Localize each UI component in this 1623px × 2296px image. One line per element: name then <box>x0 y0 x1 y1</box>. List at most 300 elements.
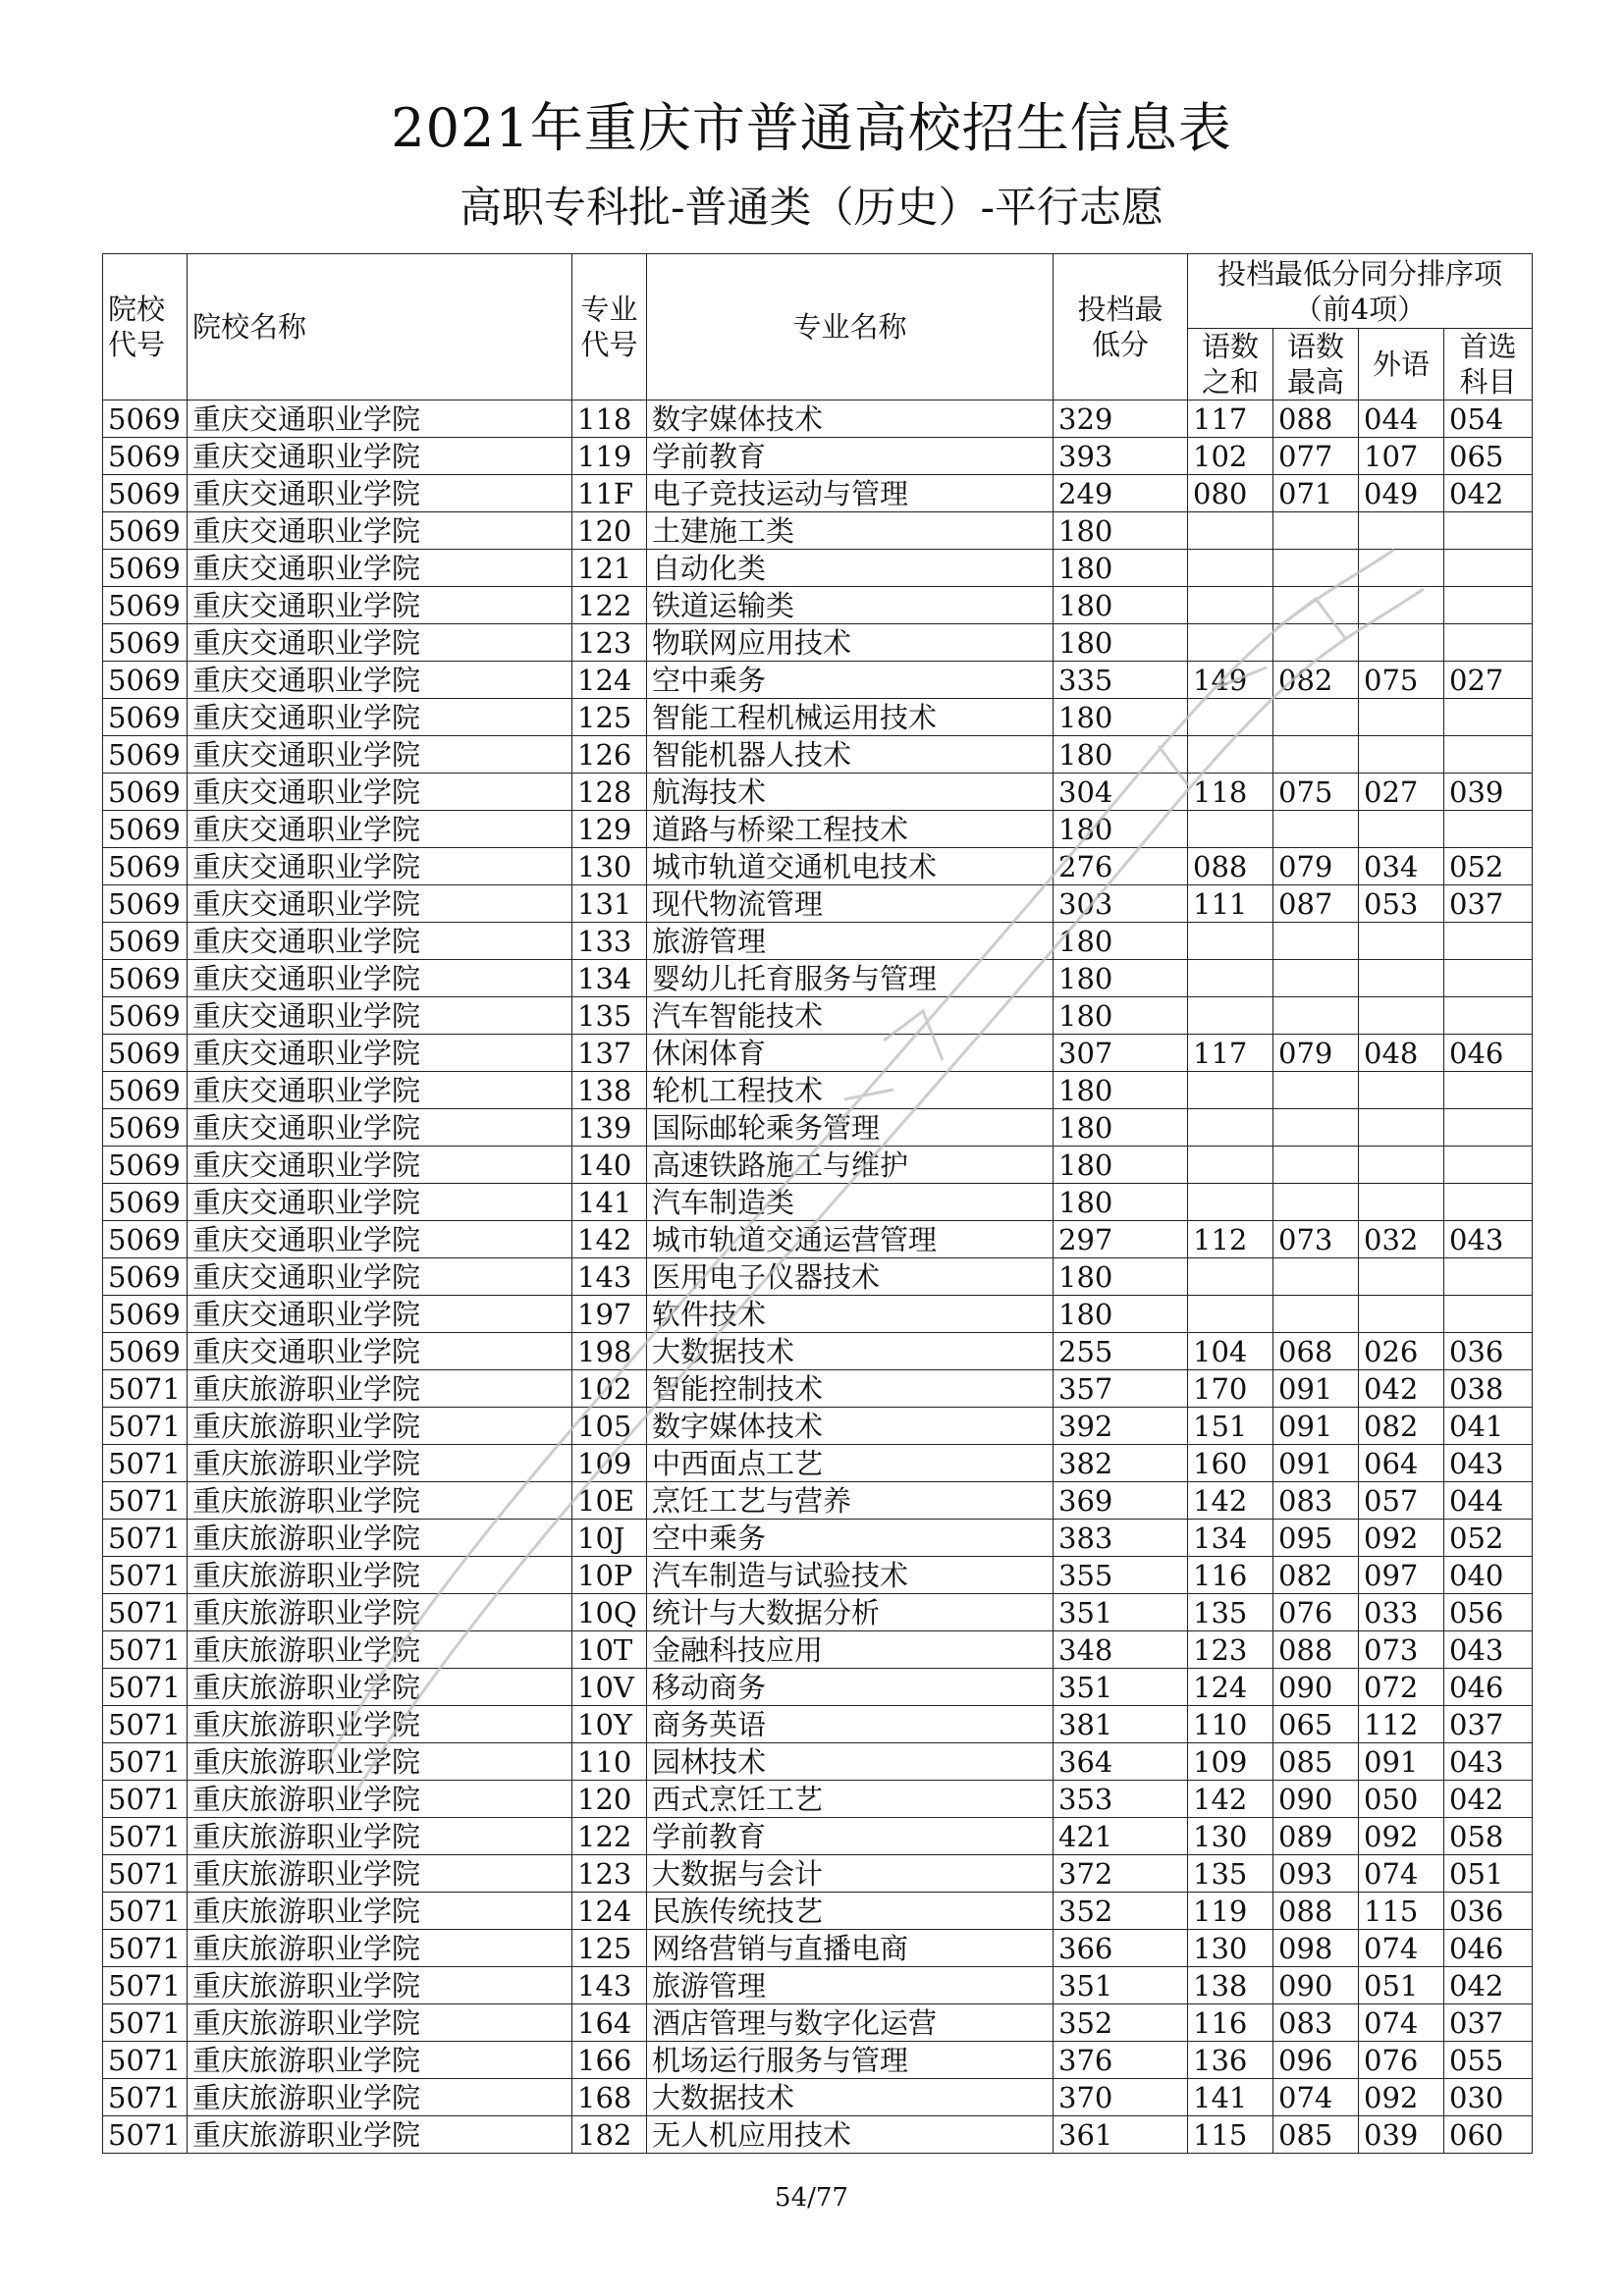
cell-min-score: 180 <box>1054 997 1188 1035</box>
cell-tb-first: 058 <box>1444 1818 1533 1855</box>
cell-tb-first: 037 <box>1444 1706 1533 1743</box>
cell-school-name: 重庆旅游职业学院 <box>188 2004 572 2042</box>
cell-school-name: 重庆旅游职业学院 <box>188 1520 572 1557</box>
cell-school-name: 重庆交通职业学院 <box>188 811 572 848</box>
cell-school-name: 重庆旅游职业学院 <box>188 2116 572 2154</box>
cell-tb-foreign: 042 <box>1359 1370 1444 1408</box>
cell-tb-first <box>1444 997 1533 1035</box>
cell-major-name: 移动商务 <box>647 1669 1054 1706</box>
cell-tb-max <box>1273 923 1359 960</box>
cell-tb-first: 051 <box>1444 1855 1533 1893</box>
table-row <box>103 1520 1533 1557</box>
cell-major-code: 138 <box>572 1072 647 1109</box>
cell-major-name: 智能工程机械运用技术 <box>647 699 1054 736</box>
cell-school-name: 重庆旅游职业学院 <box>188 1482 572 1520</box>
cell-school-name: 重庆交通职业学院 <box>188 1184 572 1221</box>
cell-tb-sum <box>1188 699 1273 736</box>
cell-tb-max <box>1273 1072 1359 1109</box>
cell-min-score: 249 <box>1054 475 1188 512</box>
cell-tb-max: 075 <box>1273 774 1359 811</box>
cell-tb-first <box>1444 699 1533 736</box>
cell-tb-max <box>1273 699 1359 736</box>
cell-school-name: 重庆交通职业学院 <box>188 885 572 923</box>
cell-tb-foreign <box>1359 699 1444 736</box>
cell-tb-foreign <box>1359 1109 1444 1147</box>
cell-min-score: 352 <box>1054 1893 1188 1930</box>
cell-min-score: 383 <box>1054 1520 1188 1557</box>
table-row <box>103 1072 1533 1109</box>
cell-school-code: 5069 <box>103 475 188 512</box>
cell-major-code: 126 <box>572 736 647 774</box>
cell-school-name: 重庆交通职业学院 <box>188 699 572 736</box>
cell-tb-max <box>1273 1147 1359 1184</box>
cell-min-score: 357 <box>1054 1370 1188 1408</box>
cell-min-score: 353 <box>1054 1781 1188 1818</box>
cell-tb-max <box>1273 736 1359 774</box>
cell-tb-sum: 138 <box>1188 1967 1273 2004</box>
table-row <box>103 2042 1533 2079</box>
cell-min-score: 180 <box>1054 960 1188 997</box>
header-tiebreak-group: 投档最低分同分排序项（前4项） <box>1188 254 1533 329</box>
cell-school-code: 5071 <box>103 1594 188 1631</box>
cell-school-name: 重庆交通职业学院 <box>188 1221 572 1258</box>
table-row <box>103 662 1533 699</box>
table-row <box>103 1781 1533 1818</box>
cell-tb-first: 038 <box>1444 1370 1533 1408</box>
cell-tb-first: 040 <box>1444 1557 1533 1594</box>
cell-major-code: 125 <box>572 1930 647 1967</box>
cell-school-code: 5069 <box>103 550 188 587</box>
cell-tb-sum <box>1188 736 1273 774</box>
table-row <box>103 1221 1533 1258</box>
cell-major-name: 无人机应用技术 <box>647 2116 1054 2154</box>
admission-table <box>102 253 1533 2154</box>
cell-major-code: 10Y <box>572 1706 647 1743</box>
cell-tb-sum: 111 <box>1188 885 1273 923</box>
header-school-code: 院校代号 <box>103 254 188 400</box>
cell-tb-first <box>1444 1147 1533 1184</box>
cell-school-name: 重庆交通职业学院 <box>188 1258 572 1296</box>
cell-major-name: 旅游管理 <box>647 923 1054 960</box>
cell-tb-foreign: 039 <box>1359 2116 1444 2154</box>
cell-tb-max: 082 <box>1273 662 1359 699</box>
cell-tb-first: 042 <box>1444 475 1533 512</box>
table-row <box>103 550 1533 587</box>
cell-tb-foreign <box>1359 1184 1444 1221</box>
cell-min-score: 366 <box>1054 1930 1188 1967</box>
table-row <box>103 1258 1533 1296</box>
cell-min-score: 180 <box>1054 550 1188 587</box>
cell-major-name: 民族传统技艺 <box>647 1893 1054 1930</box>
cell-major-code: 123 <box>572 624 647 662</box>
table-row <box>103 1333 1533 1370</box>
cell-major-name: 大数据技术 <box>647 1333 1054 1370</box>
cell-school-name: 重庆交通职业学院 <box>188 624 572 662</box>
cell-tb-max: 082 <box>1273 1557 1359 1594</box>
cell-school-code: 5069 <box>103 624 188 662</box>
cell-tb-foreign: 049 <box>1359 475 1444 512</box>
table-row <box>103 512 1533 550</box>
cell-major-code: 143 <box>572 1967 647 2004</box>
cell-tb-max <box>1273 1296 1359 1333</box>
cell-school-code: 5071 <box>103 1967 188 2004</box>
cell-tb-sum: 130 <box>1188 1930 1273 1967</box>
cell-tb-first: 052 <box>1444 1520 1533 1557</box>
cell-tb-max: 090 <box>1273 1781 1359 1818</box>
cell-min-score: 372 <box>1054 1855 1188 1893</box>
cell-tb-first <box>1444 1296 1533 1333</box>
cell-tb-max: 083 <box>1273 2004 1359 2042</box>
cell-tb-sum <box>1188 923 1273 960</box>
cell-school-code: 5069 <box>103 438 188 475</box>
table-row <box>103 1855 1533 1893</box>
cell-tb-first: 036 <box>1444 1893 1533 1930</box>
table-row <box>103 774 1533 811</box>
cell-school-code: 5069 <box>103 848 188 885</box>
cell-major-name: 智能机器人技术 <box>647 736 1054 774</box>
cell-tb-first: 055 <box>1444 2042 1533 2079</box>
cell-major-name: 城市轨道交通机电技术 <box>647 848 1054 885</box>
cell-tb-max: 085 <box>1273 2116 1359 2154</box>
cell-major-code: 109 <box>572 1445 647 1482</box>
cell-tb-foreign: 057 <box>1359 1482 1444 1520</box>
cell-tb-foreign <box>1359 550 1444 587</box>
cell-school-code: 5071 <box>103 1370 188 1408</box>
cell-tb-max <box>1273 1109 1359 1147</box>
table-row <box>103 587 1533 624</box>
cell-school-name: 重庆交通职业学院 <box>188 923 572 960</box>
cell-school-name: 重庆旅游职业学院 <box>188 2042 572 2079</box>
cell-school-code: 5069 <box>103 400 188 438</box>
cell-major-name: 数字媒体技术 <box>647 1408 1054 1445</box>
cell-tb-foreign: 076 <box>1359 2042 1444 2079</box>
cell-tb-max <box>1273 1184 1359 1221</box>
cell-school-name: 重庆交通职业学院 <box>188 662 572 699</box>
cell-school-name: 重庆旅游职业学院 <box>188 1445 572 1482</box>
cell-tb-foreign: 051 <box>1359 1967 1444 2004</box>
cell-major-name: 智能控制技术 <box>647 1370 1054 1408</box>
table-row <box>103 699 1533 736</box>
cell-tb-foreign: 107 <box>1359 438 1444 475</box>
cell-tb-first <box>1444 512 1533 550</box>
cell-major-code: 10Q <box>572 1594 647 1631</box>
cell-tb-foreign: 034 <box>1359 848 1444 885</box>
cell-min-score: 180 <box>1054 736 1188 774</box>
cell-school-name: 重庆旅游职业学院 <box>188 1781 572 1818</box>
cell-tb-sum <box>1188 1258 1273 1296</box>
cell-school-code: 5071 <box>103 2004 188 2042</box>
cell-school-name: 重庆旅游职业学院 <box>188 1743 572 1781</box>
cell-school-code: 5071 <box>103 1631 188 1669</box>
table-row <box>103 1967 1533 2004</box>
cell-tb-foreign: 115 <box>1359 1893 1444 1930</box>
cell-school-name: 重庆交通职业学院 <box>188 774 572 811</box>
cell-min-score: 180 <box>1054 1147 1188 1184</box>
cell-major-code: 168 <box>572 2079 647 2116</box>
cell-tb-first: 043 <box>1444 1221 1533 1258</box>
table-row <box>103 1818 1533 1855</box>
cell-tb-sum <box>1188 1109 1273 1147</box>
cell-tb-sum <box>1188 1147 1273 1184</box>
cell-school-name: 重庆交通职业学院 <box>188 997 572 1035</box>
cell-min-score: 180 <box>1054 923 1188 960</box>
cell-school-name: 重庆旅游职业学院 <box>188 1594 572 1631</box>
cell-major-name: 土建施工类 <box>647 512 1054 550</box>
cell-school-name: 重庆旅游职业学院 <box>188 2079 572 2116</box>
cell-tb-first <box>1444 1072 1533 1109</box>
header-major-name: 专业名称 <box>647 254 1054 400</box>
cell-tb-max: 088 <box>1273 1893 1359 1930</box>
cell-school-name: 重庆旅游职业学院 <box>188 1930 572 1967</box>
cell-min-score: 392 <box>1054 1408 1188 1445</box>
cell-major-code: 124 <box>572 662 647 699</box>
table-row <box>103 2079 1533 2116</box>
cell-tb-sum: 160 <box>1188 1445 1273 1482</box>
cell-school-code: 5069 <box>103 811 188 848</box>
cell-major-name: 汽车智能技术 <box>647 997 1054 1035</box>
cell-tb-max: 083 <box>1273 1482 1359 1520</box>
cell-tb-sum: 142 <box>1188 1482 1273 1520</box>
cell-major-code: 135 <box>572 997 647 1035</box>
cell-min-score: 303 <box>1054 885 1188 923</box>
cell-tb-sum: 135 <box>1188 1855 1273 1893</box>
cell-tb-foreign: 064 <box>1359 1445 1444 1482</box>
cell-tb-sum: 170 <box>1188 1370 1273 1408</box>
cell-school-name: 重庆交通职业学院 <box>188 587 572 624</box>
cell-school-name: 重庆旅游职业学院 <box>188 1631 572 1669</box>
cell-major-name: 铁道运输类 <box>647 587 1054 624</box>
cell-tb-first: 060 <box>1444 2116 1533 2154</box>
cell-school-code: 5071 <box>103 1445 188 1482</box>
cell-min-score: 381 <box>1054 1706 1188 1743</box>
cell-major-code: 140 <box>572 1147 647 1184</box>
cell-school-name: 重庆旅游职业学院 <box>188 1706 572 1743</box>
cell-major-code: 182 <box>572 2116 647 2154</box>
cell-min-score: 180 <box>1054 587 1188 624</box>
cell-tb-max <box>1273 512 1359 550</box>
cell-school-code: 5071 <box>103 1930 188 1967</box>
cell-tb-max: 095 <box>1273 1520 1359 1557</box>
cell-tb-first: 036 <box>1444 1333 1533 1370</box>
cell-major-code: 123 <box>572 1855 647 1893</box>
cell-tb-max <box>1273 1258 1359 1296</box>
cell-tb-first <box>1444 736 1533 774</box>
cell-school-name: 重庆旅游职业学院 <box>188 1408 572 1445</box>
cell-major-code: 10J <box>572 1520 647 1557</box>
table-row <box>103 1930 1533 1967</box>
cell-major-name: 金融科技应用 <box>647 1631 1054 1669</box>
cell-min-score: 180 <box>1054 811 1188 848</box>
cell-min-score: 180 <box>1054 1072 1188 1109</box>
cell-tb-sum <box>1188 997 1273 1035</box>
cell-tb-max <box>1273 997 1359 1035</box>
cell-min-score: 180 <box>1054 1296 1188 1333</box>
cell-school-code: 5069 <box>103 1109 188 1147</box>
cell-tb-foreign: 092 <box>1359 1818 1444 1855</box>
table-row <box>103 1893 1533 1930</box>
cell-tb-foreign <box>1359 736 1444 774</box>
cell-tb-sum: 151 <box>1188 1408 1273 1445</box>
cell-tb-foreign: 074 <box>1359 1930 1444 1967</box>
header-school-name: 院校名称 <box>188 254 572 400</box>
header-tiebreak-max: 语数最高 <box>1273 329 1359 400</box>
cell-tb-foreign: 112 <box>1359 1706 1444 1743</box>
cell-tb-sum: 135 <box>1188 1594 1273 1631</box>
cell-school-name: 重庆交通职业学院 <box>188 1333 572 1370</box>
cell-major-code: 128 <box>572 774 647 811</box>
cell-tb-sum <box>1188 1184 1273 1221</box>
cell-school-code: 5069 <box>103 512 188 550</box>
cell-school-code: 5069 <box>103 997 188 1035</box>
cell-major-code: 143 <box>572 1258 647 1296</box>
cell-tb-foreign: 053 <box>1359 885 1444 923</box>
cell-tb-max: 065 <box>1273 1706 1359 1743</box>
table-row <box>103 1631 1533 1669</box>
cell-tb-max: 090 <box>1273 1669 1359 1706</box>
cell-min-score: 382 <box>1054 1445 1188 1482</box>
table-body <box>103 400 1533 2154</box>
cell-tb-foreign: 033 <box>1359 1594 1444 1631</box>
cell-school-name: 重庆旅游职业学院 <box>188 1669 572 1706</box>
cell-major-code: 120 <box>572 1781 647 1818</box>
cell-major-code: 10V <box>572 1669 647 1706</box>
cell-tb-foreign: 027 <box>1359 774 1444 811</box>
cell-tb-first <box>1444 811 1533 848</box>
cell-min-score: 369 <box>1054 1482 1188 1520</box>
cell-school-code: 5071 <box>103 2079 188 2116</box>
cell-tb-sum: 117 <box>1188 1035 1273 1072</box>
cell-tb-max: 088 <box>1273 400 1359 438</box>
cell-school-name: 重庆交通职业学院 <box>188 736 572 774</box>
cell-tb-max: 071 <box>1273 475 1359 512</box>
cell-min-score: 421 <box>1054 1818 1188 1855</box>
cell-tb-sum: 124 <box>1188 1669 1273 1706</box>
cell-major-code: 11F <box>572 475 647 512</box>
cell-major-name: 医用电子仪器技术 <box>647 1258 1054 1296</box>
cell-major-code: 121 <box>572 550 647 587</box>
cell-tb-max <box>1273 960 1359 997</box>
cell-tb-sum: 123 <box>1188 1631 1273 1669</box>
cell-tb-first: 052 <box>1444 848 1533 885</box>
cell-tb-max: 073 <box>1273 1221 1359 1258</box>
cell-tb-sum: 080 <box>1188 475 1273 512</box>
cell-tb-foreign: 073 <box>1359 1631 1444 1669</box>
cell-major-name: 中西面点工艺 <box>647 1445 1054 1482</box>
cell-school-name: 重庆旅游职业学院 <box>188 1893 572 1930</box>
table-row <box>103 1669 1533 1706</box>
cell-tb-max: 085 <box>1273 1743 1359 1781</box>
cell-tb-first: 043 <box>1444 1743 1533 1781</box>
cell-tb-first: 044 <box>1444 1482 1533 1520</box>
cell-tb-max: 091 <box>1273 1408 1359 1445</box>
cell-major-name: 软件技术 <box>647 1296 1054 1333</box>
cell-tb-first <box>1444 1184 1533 1221</box>
cell-school-name: 重庆交通职业学院 <box>188 1296 572 1333</box>
cell-tb-first: 046 <box>1444 1669 1533 1706</box>
cell-major-code: 122 <box>572 1818 647 1855</box>
table-row <box>103 1706 1533 1743</box>
cell-school-name: 重庆旅游职业学院 <box>188 1557 572 1594</box>
table-row <box>103 1370 1533 1408</box>
cell-min-score: 355 <box>1054 1557 1188 1594</box>
cell-tb-max: 089 <box>1273 1818 1359 1855</box>
cell-tb-max: 079 <box>1273 848 1359 885</box>
table-row <box>103 2116 1533 2154</box>
cell-tb-sum: 116 <box>1188 1557 1273 1594</box>
cell-school-code: 5071 <box>103 1557 188 1594</box>
table-row <box>103 885 1533 923</box>
cell-school-code: 5069 <box>103 1296 188 1333</box>
cell-school-name: 重庆交通职业学院 <box>188 960 572 997</box>
cell-school-code: 5069 <box>103 1258 188 1296</box>
cell-school-name: 重庆交通职业学院 <box>188 848 572 885</box>
cell-school-code: 5071 <box>103 1408 188 1445</box>
cell-tb-sum: 102 <box>1188 438 1273 475</box>
cell-major-name: 空中乘务 <box>647 1520 1054 1557</box>
cell-tb-sum: 116 <box>1188 2004 1273 2042</box>
header-tiebreak-first: 首选科目 <box>1444 329 1533 400</box>
cell-min-score: 180 <box>1054 699 1188 736</box>
cell-tb-foreign <box>1359 811 1444 848</box>
cell-tb-foreign: 048 <box>1359 1035 1444 1072</box>
cell-tb-foreign <box>1359 960 1444 997</box>
cell-tb-foreign: 026 <box>1359 1333 1444 1370</box>
table-row <box>103 923 1533 960</box>
cell-major-code: 10P <box>572 1557 647 1594</box>
cell-tb-sum <box>1188 811 1273 848</box>
cell-school-name: 重庆交通职业学院 <box>188 475 572 512</box>
cell-school-code: 5069 <box>103 923 188 960</box>
cell-school-code: 5069 <box>103 885 188 923</box>
cell-major-name: 道路与桥梁工程技术 <box>647 811 1054 848</box>
cell-tb-first: 043 <box>1444 1445 1533 1482</box>
cell-school-code: 5069 <box>103 960 188 997</box>
cell-major-name: 空中乘务 <box>647 662 1054 699</box>
header-tiebreak-foreign: 外语 <box>1359 329 1444 400</box>
cell-major-name: 机场运行服务与管理 <box>647 2042 1054 2079</box>
cell-tb-sum <box>1188 587 1273 624</box>
cell-school-code: 5069 <box>103 1072 188 1109</box>
cell-school-code: 5071 <box>103 1855 188 1893</box>
cell-major-name: 城市轨道交通运营管理 <box>647 1221 1054 1258</box>
cell-major-code: 110 <box>572 1743 647 1781</box>
cell-tb-sum: 130 <box>1188 1818 1273 1855</box>
cell-tb-first: 042 <box>1444 1781 1533 1818</box>
cell-tb-first <box>1444 624 1533 662</box>
cell-min-score: 276 <box>1054 848 1188 885</box>
cell-min-score: 180 <box>1054 1258 1188 1296</box>
cell-tb-foreign: 092 <box>1359 2079 1444 2116</box>
cell-school-name: 重庆旅游职业学院 <box>188 1370 572 1408</box>
cell-tb-first: 037 <box>1444 2004 1533 2042</box>
table-row <box>103 1184 1533 1221</box>
cell-tb-foreign <box>1359 512 1444 550</box>
cell-tb-max: 091 <box>1273 1445 1359 1482</box>
cell-tb-foreign: 072 <box>1359 1669 1444 1706</box>
cell-major-name: 园林技术 <box>647 1743 1054 1781</box>
page-subtitle: 高职专科批-普通类（历史）-平行志愿 <box>459 184 1164 233</box>
cell-major-code: 139 <box>572 1109 647 1147</box>
cell-major-name: 汽车制造类 <box>647 1184 1054 1221</box>
cell-school-code: 5069 <box>103 1147 188 1184</box>
cell-school-code: 5071 <box>103 1669 188 1706</box>
table-row <box>103 475 1533 512</box>
cell-tb-foreign <box>1359 923 1444 960</box>
cell-tb-sum: 141 <box>1188 2079 1273 2116</box>
cell-school-code: 5069 <box>103 1333 188 1370</box>
cell-major-name: 学前教育 <box>647 438 1054 475</box>
cell-tb-sum: 110 <box>1188 1706 1273 1743</box>
